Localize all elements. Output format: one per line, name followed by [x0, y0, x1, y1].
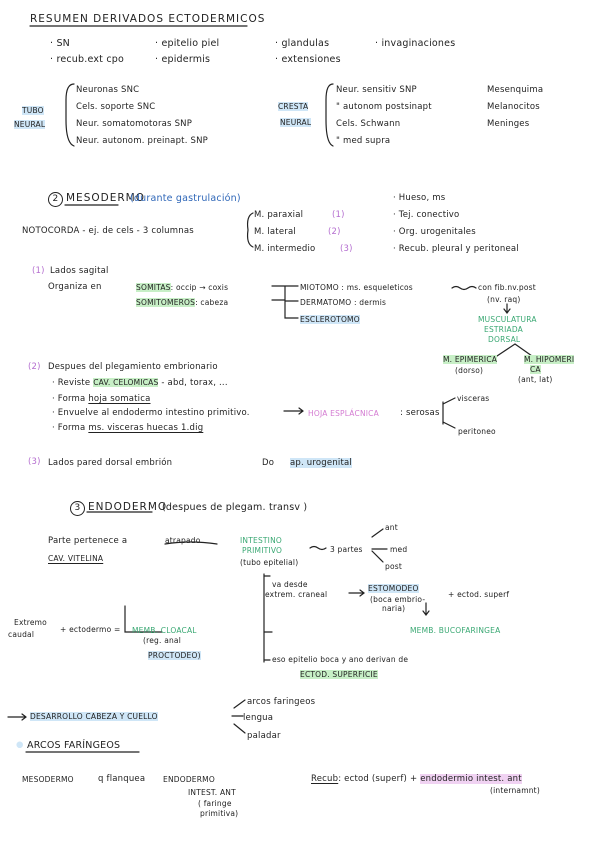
s3-title: Lados pared dorsal embrión	[48, 458, 173, 468]
somitas-label: SOMITAS: occip → coxis	[136, 283, 229, 292]
desarrollo-item: arcos faringeos	[247, 697, 316, 707]
endo-parte: ant	[385, 523, 398, 532]
notocorda-text: NOTOCORDA - ej. de cels - 3 columnas	[22, 226, 194, 236]
nv-raq: (nv. raq)	[487, 295, 521, 304]
dermatomo-label: DERMATOMO : dermis	[300, 298, 387, 307]
cresta-right-item: Meninges	[487, 119, 530, 129]
visceras: visceras	[457, 394, 490, 403]
cresta-right-item: Mesenquima	[487, 85, 544, 95]
ecto-item-extensiones: · extensiones	[275, 54, 341, 65]
s1-title: Lados sagital	[50, 266, 109, 276]
s1-num: (1)	[32, 266, 45, 276]
s3-ap: ap. urogenital	[290, 458, 352, 468]
musc-line: ESTRIADA	[484, 325, 524, 334]
serosas: : serosas	[400, 408, 440, 418]
endo-p1: Parte pertenece a	[48, 536, 128, 546]
cresta-item: Neur. sensitiv SNP	[336, 85, 417, 95]
cresta-item: " med supra	[336, 136, 391, 146]
meso-subtitle: (durante gastrulación)	[130, 193, 241, 204]
endo-number: 3	[70, 501, 88, 516]
meso-column: M. intermedio	[254, 244, 316, 254]
recub-label: Recub: ectod (superf) + endodermio intest. ant	[311, 774, 522, 784]
endo-tubo-epit: (tubo epitelial)	[240, 558, 299, 567]
s2-line-3: · Envuelve al endodermo intestino primitivo.	[52, 408, 250, 418]
memb-bucofaringea: MEMB. BUCOFARINGEA	[410, 626, 501, 635]
esclerotomo-label: ESCLEROTOMO	[300, 315, 360, 324]
tubo-item: Cels. soporte SNC	[76, 102, 156, 112]
hipomeri-sub: (ant, lat)	[518, 375, 553, 384]
endo-3partes: 3 partes	[330, 545, 363, 554]
desarrollo-title: DESARROLLO CABEZA Y CUELLO	[30, 712, 158, 721]
meso-column: M. lateral	[254, 227, 296, 237]
caudal: caudal	[8, 630, 35, 639]
s2-line-4: · Forma ms. visceras huecas 1.dig	[52, 423, 204, 433]
epimerica-sub: (dorso)	[455, 366, 484, 375]
ectodermo-plus: + ectodermo =	[60, 625, 121, 634]
reg-anal: (reg. anal	[143, 636, 182, 645]
endo-eso: eso epitelio boca y ano derivan de	[272, 655, 409, 664]
meso-column-num: (2)	[328, 227, 341, 237]
hipomeri-label: M. HIPOMERI	[524, 355, 575, 364]
endodermo-label: ENDODERMO	[163, 775, 215, 784]
tubo-label-1: TUBO	[22, 106, 44, 115]
ecto-item-invaginaciones: · invaginaciones	[375, 38, 456, 49]
estomodeo-sub-2: naria)	[382, 604, 406, 613]
meso-right-item: · Recub. pleural y peritoneal	[393, 244, 519, 254]
flanq: q flanquea	[98, 774, 146, 784]
somitomeros-label: SOMITOMEROS: cabeza	[136, 298, 229, 307]
intest-ant: INTEST. ANT	[188, 788, 236, 797]
musc-line: DORSAL	[488, 335, 521, 344]
ectod-superf: + ectod. superf	[448, 590, 510, 599]
meso-column: M. paraxial	[254, 210, 304, 220]
endo-va-desde-2: extrem. craneal	[265, 590, 328, 599]
meso-column-num: (1)	[332, 210, 345, 220]
desarrollo-item: paladar	[247, 731, 281, 741]
ecto-item-sn: · SN	[50, 38, 70, 49]
meso-number: 2	[48, 192, 66, 207]
meso-right-item: · Tej. conectivo	[393, 210, 460, 220]
endo-parte: post	[385, 562, 402, 571]
endo-intestino-2: PRIMITIVO	[242, 546, 283, 555]
proctodeo: PROCTODEO)	[148, 651, 201, 660]
s3-num: (3)	[28, 457, 41, 467]
epimerica-label: M. EPIMERICA	[443, 355, 498, 364]
hipomeri-label-2: CA	[530, 365, 541, 374]
bullet-dot: ●	[16, 740, 24, 750]
endo-atrapado: atrapado	[165, 536, 201, 545]
endo-va-desde: va desde	[272, 580, 308, 589]
ecto-item-epidermis: · epidermis	[155, 54, 211, 65]
endo-p2: CAV. VITELINA	[48, 554, 104, 563]
s1-text: Organiza en	[48, 282, 102, 292]
tubo-item: Neur. autonom. preinapt. SNP	[76, 136, 208, 146]
hoja-esplacnica: HOJA ESPLÁCNICA	[308, 409, 379, 418]
estomodeo-sub: (boca embrio-	[370, 595, 426, 604]
endo-title: ENDODERMO	[88, 501, 168, 513]
tubo-item: Neuronas SNC	[76, 85, 140, 95]
estomodeo: ESTOMODEO	[368, 584, 419, 593]
s3-do: Do	[262, 458, 275, 468]
desarrollo-item: lengua	[243, 713, 274, 723]
cresta-item: Cels. Schwann	[336, 119, 401, 129]
s2-title: Despues del plegamiento embrionario	[48, 362, 218, 372]
endo-subtitle: (despues de plegam. transv )	[162, 502, 308, 513]
ecto-item-epitelio: · epitelio piel	[155, 38, 220, 49]
meso-right-item: · Hueso, ms	[393, 193, 446, 203]
cresta-label-2: NEURAL	[280, 118, 312, 127]
meso-flanq: MESODERMO	[22, 775, 74, 784]
page-title: RESUMEN DERIVADOS ECTODERMICOS	[30, 13, 266, 25]
peritoneo: peritoneo	[458, 427, 496, 436]
meso-column-num: (3)	[340, 244, 353, 254]
cresta-item: " autonom postsinapt	[336, 102, 432, 112]
extremo: Extremo	[14, 618, 47, 627]
musc-line: MUSCULATURA	[478, 315, 537, 324]
ectod-superficie: ECTOD. SUPERFICIE	[300, 670, 378, 679]
intest-ant-2: ( faringe	[198, 799, 232, 808]
tubo-label-2: NEURAL	[14, 120, 46, 129]
miotomo-label: MIOTOMO : ms. esqueleticos	[300, 283, 413, 292]
meso-title: MESODERMO	[66, 192, 145, 204]
endo-intestino: INTESTINO	[240, 536, 283, 545]
cresta-right-item: Melanocitos	[487, 102, 540, 112]
s2-line-1: · Reviste CAV. CELOMICAS - abd, torax, ...	[52, 378, 228, 388]
miotomo-rest: con fib.nv.post	[478, 283, 536, 292]
s2-line-2: · Forma hoja somatica	[52, 394, 151, 404]
arcos-title: ARCOS FARÍNGEOS	[27, 740, 121, 751]
endo-parte: med	[390, 545, 408, 554]
memb-cloacal: MEMB. CLOACAL	[132, 626, 197, 635]
s2-num: (2)	[28, 362, 41, 372]
tubo-item: Neur. somatomotoras SNP	[76, 119, 193, 129]
ecto-item-glandulas: · glandulas	[275, 38, 330, 49]
ecto-item-recub: · recub.ext cpo	[50, 54, 124, 65]
cresta-label-1: CRESTA	[278, 102, 309, 111]
meso-right-item: · Org. urogenitales	[393, 227, 476, 237]
internamnt: (internamnt)	[490, 786, 540, 795]
intest-ant-3: primitiva)	[200, 809, 239, 818]
